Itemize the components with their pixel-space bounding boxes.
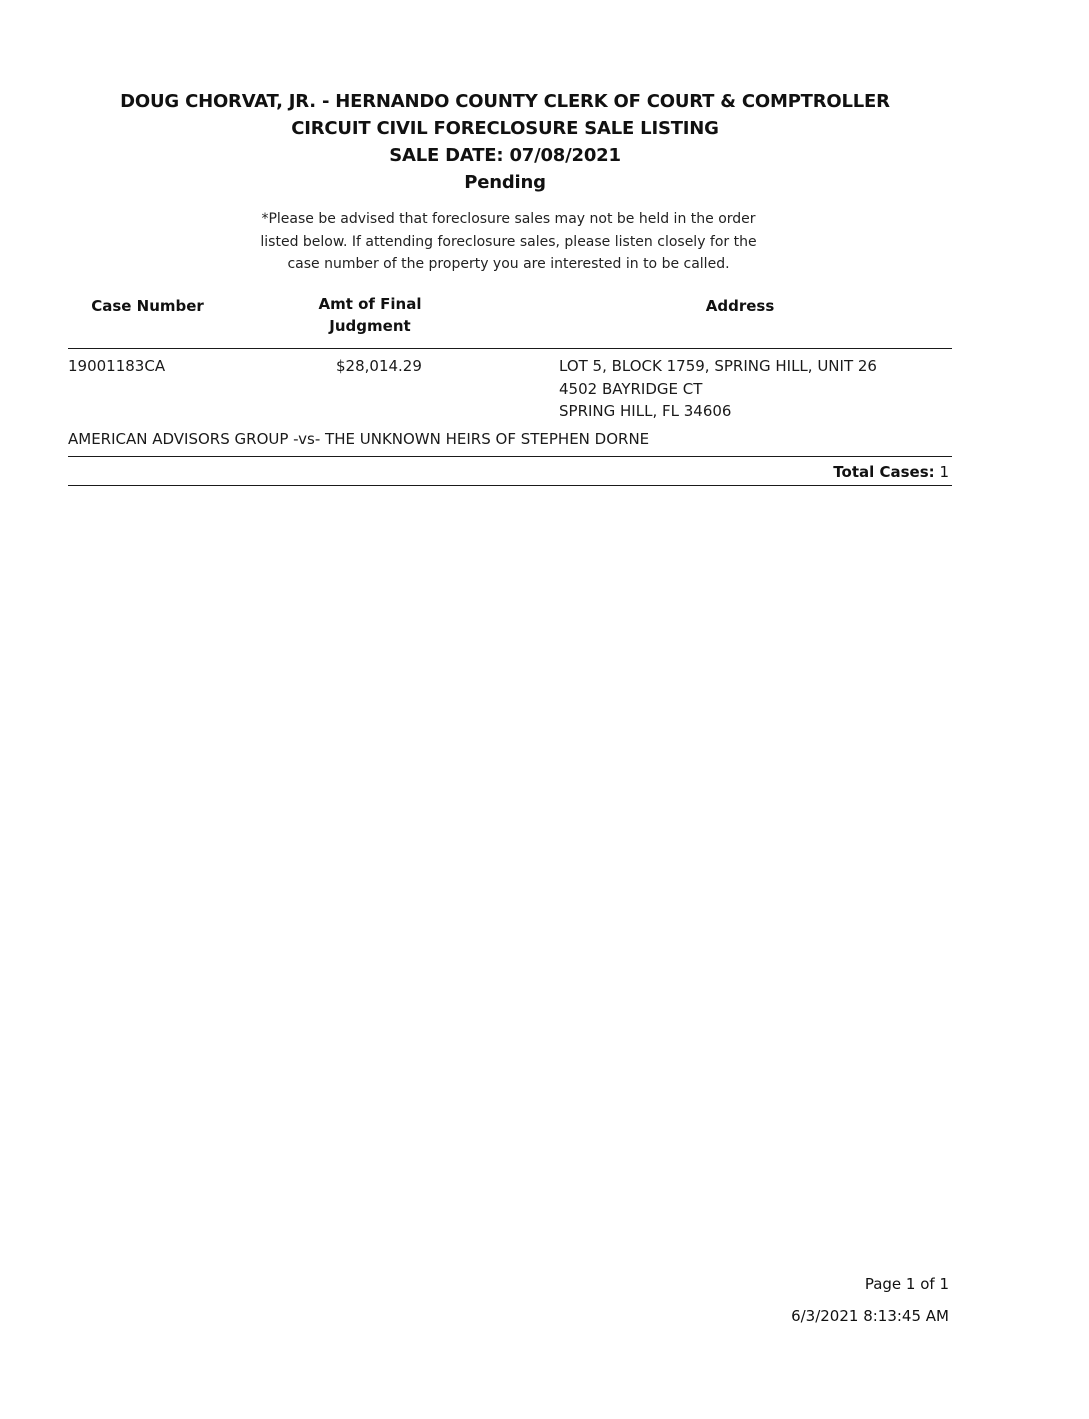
print-timestamp: 6/3/2021 8:13:45 AM <box>791 1307 949 1325</box>
total-cases-label: Total Cases: <box>833 463 935 481</box>
page-number: Page 1 of 1 <box>864 1275 949 1293</box>
status-label: Pending <box>464 172 546 193</box>
listing-title: CIRCUIT CIVIL FORECLOSURE SALE LISTING <box>291 118 719 139</box>
column-header-address: Address <box>705 297 775 315</box>
row-divider <box>68 456 952 457</box>
column-header-amount-line2: Judgment <box>329 317 411 335</box>
column-header-amount-line1: Amt of Final <box>318 295 422 313</box>
sale-date: SALE DATE: 07/08/2021 <box>389 145 621 166</box>
column-header-amount <box>300 293 440 337</box>
notice-line: listed below. If attending foreclosure sales, please listen closely for the <box>260 233 757 250</box>
case-number-cell: 19001183CA <box>68 357 166 375</box>
column-header-case-number: Case Number <box>91 297 204 315</box>
header-divider <box>68 348 952 349</box>
notice-line: case number of the property you are interested in to be called. <box>287 256 730 272</box>
total-cases-value: 1 <box>939 463 949 481</box>
address-cell <box>559 355 877 423</box>
notice-line: *Please be advised that foreclosure sales may not be held in the order <box>261 211 756 227</box>
advisory-notice <box>0 208 1017 276</box>
document-header <box>0 88 1010 196</box>
address-city: SPRING HILL, FL 34606 <box>559 402 732 420</box>
judgment-amount-cell: $28,014.29 <box>336 357 422 375</box>
total-cases <box>833 461 949 483</box>
footer-divider <box>68 485 952 486</box>
clerk-title: DOUG CHORVAT, JR. - HERNANDO COUNTY CLERK OF COURT & COMPTROLLER <box>120 91 890 112</box>
address-street: 4502 BAYRIDGE CT <box>559 379 703 398</box>
address-legal: LOT 5, BLOCK 1759, SPRING HILL, UNIT 26 <box>559 357 877 375</box>
case-parties: AMERICAN ADVISORS GROUP -vs- THE UNKNOWN HEIRS OF STEPHEN DORNE <box>68 430 650 448</box>
